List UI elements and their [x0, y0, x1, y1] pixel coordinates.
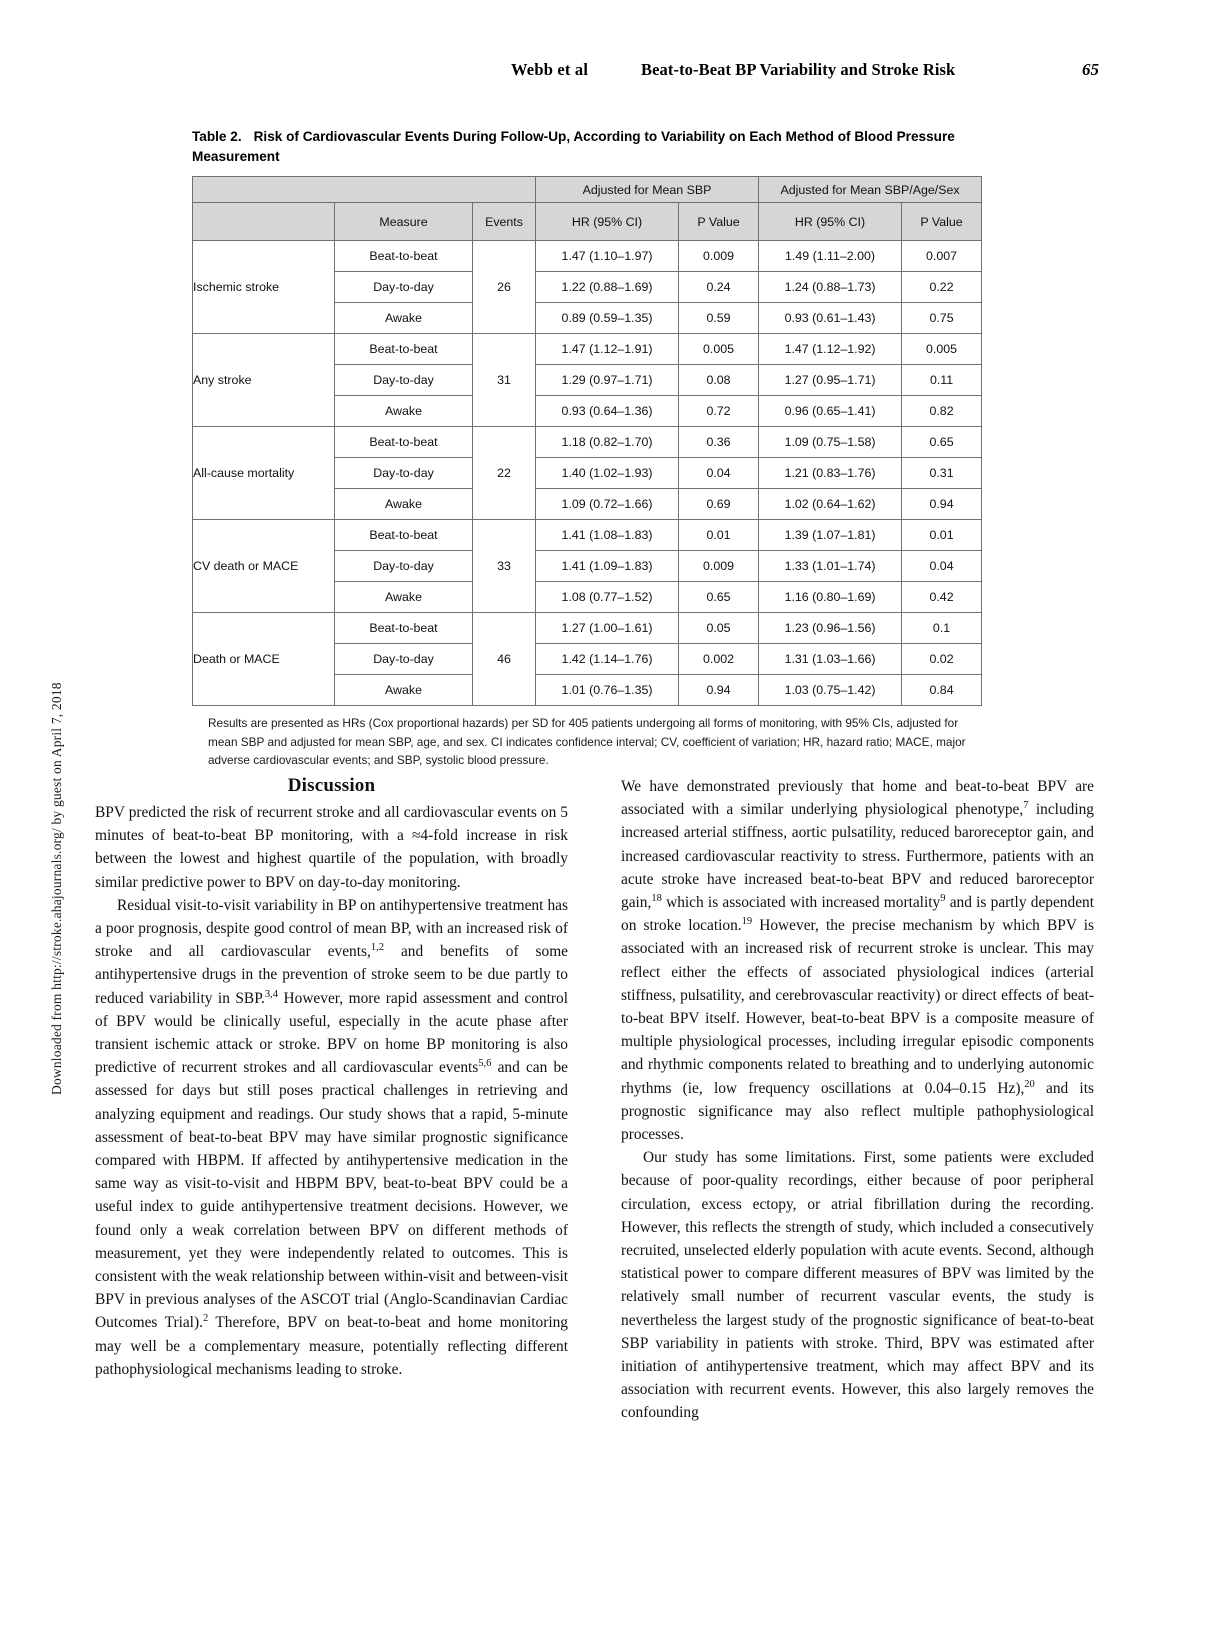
- left-column-paragraphs: [95, 801, 568, 1381]
- right-column-paragraphs: [621, 775, 1094, 1425]
- table-body: [193, 241, 982, 706]
- cell-events: 31: [473, 334, 536, 427]
- cell-hr-adjusted-sbp-age-sex: 1.16 (0.80–1.69): [759, 582, 902, 613]
- column-header-measure: Measure: [335, 203, 473, 241]
- cell-measure: Day-to-day: [335, 272, 473, 303]
- column-left: [95, 775, 568, 1381]
- cell-events: 26: [473, 241, 536, 334]
- table-row: [193, 241, 982, 272]
- cell-hr-adjusted-sbp-age-sex: 1.03 (0.75–1.42): [759, 675, 902, 706]
- table-footnote: Results are presented as HRs (Cox proportional hazards) per SD for 405 patients undergoing all forms of monitoring, with 95% CIs, adjusted for mean SBP and adjusted for mean SBP, age, and sex. CI indicates confidence interval; CV, coefficient of variation; HR, hazard ratio; MACE, major adverse cardiovascular events; and SBP, systolic blood pressure.: [208, 716, 966, 767]
- cell-measure: Awake: [335, 303, 473, 334]
- spanner-blank: [193, 177, 536, 203]
- section-heading-discussion: Discussion: [287, 775, 376, 796]
- table-row: [193, 427, 982, 458]
- cell-hr-adjusted-sbp: 1.41 (1.09–1.83): [536, 551, 679, 582]
- spanner-adjusted-mean-sbp-age-sex: Adjusted for Mean SBP/Age/Sex: [759, 177, 982, 203]
- cell-measure: Awake: [335, 489, 473, 520]
- column-header-p-1: P Value: [679, 203, 759, 241]
- running-head: [0, 60, 1219, 86]
- column-header-events: Events: [473, 203, 536, 241]
- cell-p-adjusted-sbp-age-sex: 0.1: [902, 613, 982, 644]
- cell-events: 33: [473, 520, 536, 613]
- cell-p-adjusted-sbp-age-sex: 0.02: [902, 644, 982, 675]
- table-header-spanner-row: [193, 177, 982, 203]
- row-outcome-label: Any stroke: [193, 334, 335, 427]
- cell-measure: Beat-to-beat: [335, 613, 473, 644]
- body-paragraph: We have demonstrated previously that home and beat-to-beat BPV are associated with a similar underlying physiological phenotype,$^7$ including increased arterial stiffness, aortic pulsatility, reduced baroreceptor gain, and increased cardiovascular reactivity to stress. Furthermore, patients with an acute stroke have increased beat-to-beat BPV and reduced baroreceptor gain,$^{18}$ which is associated with increased mortality$^9$ and is partly dependent on stroke location.$^{19}$ However, the precise mechanism by which BPV is associated with an increased risk of recurrent stroke is unclear. This may reflect either the effects of associated physiological indices (arterial stiffness, pulsatility, and cerebrovascular reactivity) or direct effects of beat-to-beat BPV itself. However, beat-to-beat BPV is a composite measure of multiple physiological processes, including irregular episodic components and rhythmic components related to breathing and to underlying autonomic rhythms (ie, low frequency oscillations at 0.04–0.15 Hz),$^{20}$ and its prognostic significance may also reflect multiple pathophysiological processes.: [621, 778, 1095, 1144]
- article-body: [95, 775, 1095, 1515]
- cell-p-adjusted-sbp-age-sex: 0.005: [902, 334, 982, 365]
- cell-p-adjusted-sbp-age-sex: 0.22: [902, 272, 982, 303]
- cell-p-adjusted-sbp: 0.69: [679, 489, 759, 520]
- cell-hr-adjusted-sbp: 0.89 (0.59–1.35): [536, 303, 679, 334]
- cell-events: 46: [473, 613, 536, 706]
- cell-hr-adjusted-sbp: 1.42 (1.14–1.76): [536, 644, 679, 675]
- cell-p-adjusted-sbp-age-sex: 0.82: [902, 396, 982, 427]
- body-paragraph: Our study has some limitations. First, some patients were excluded because of poor-quality recordings, either because of poor peripheral circulation, excess ectopy, or atrial fibrillation during the recording. However, this reflects the strength of study, which included a consecutively recruited, unselected elderly population with acute events. Second, although statistical power to compare different measures of BPV was limited by the relatively small number of recurrent vascular events, the study is nevertheless the largest study of the prognostic significance of beat-to-beat SBP variability in patients with stroke. Third, BPV was estimated after initiation of antihypertensive treatment, which may affect BPV and its association with recurrent events. However, this also largely removes the confounding: [621, 1149, 1094, 1422]
- cell-hr-adjusted-sbp-age-sex: 1.39 (1.07–1.81): [759, 520, 902, 551]
- cell-hr-adjusted-sbp-age-sex: 1.49 (1.11–2.00): [759, 241, 902, 272]
- table-row: [193, 334, 982, 365]
- cell-p-adjusted-sbp: 0.009: [679, 241, 759, 272]
- cell-hr-adjusted-sbp-age-sex: 1.23 (0.96–1.56): [759, 613, 902, 644]
- cell-measure: Day-to-day: [335, 365, 473, 396]
- cell-hr-adjusted-sbp: 1.08 (0.77–1.52): [536, 582, 679, 613]
- cell-hr-adjusted-sbp: 1.47 (1.10–1.97): [536, 241, 679, 272]
- cell-measure: Day-to-day: [335, 644, 473, 675]
- cell-hr-adjusted-sbp: 1.18 (0.82–1.70): [536, 427, 679, 458]
- cell-p-adjusted-sbp: 0.65: [679, 582, 759, 613]
- body-paragraph: BPV predicted the risk of recurrent stroke and all cardiovascular events on 5 minutes of beat-to-beat BP monitoring, with a ≈4-fold increase in risk between the lowest and highest quartile of the population, with broadly similar predictive power to BPV on day-to-day monitoring.: [95, 804, 568, 891]
- column-header-group: [193, 203, 335, 241]
- table-caption: [192, 127, 981, 167]
- cell-hr-adjusted-sbp: 1.09 (0.72–1.66): [536, 489, 679, 520]
- cell-p-adjusted-sbp: 0.24: [679, 272, 759, 303]
- cell-hr-adjusted-sbp-age-sex: 1.02 (0.64–1.62): [759, 489, 902, 520]
- cell-measure: Day-to-day: [335, 551, 473, 582]
- download-source-notice: Downloaded from http://stroke.ahajournals.org/ by guest on April 7, 2018: [49, 682, 64, 1095]
- cell-measure: Beat-to-beat: [335, 334, 473, 365]
- cell-p-adjusted-sbp-age-sex: 0.31: [902, 458, 982, 489]
- cell-hr-adjusted-sbp-age-sex: 0.96 (0.65–1.41): [759, 396, 902, 427]
- cell-p-adjusted-sbp: 0.04: [679, 458, 759, 489]
- cell-measure: Awake: [335, 675, 473, 706]
- cell-p-adjusted-sbp: 0.94: [679, 675, 759, 706]
- column-right: [621, 775, 1094, 1425]
- table-row: [193, 613, 982, 644]
- cell-measure: Awake: [335, 582, 473, 613]
- cell-hr-adjusted-sbp-age-sex: 1.31 (1.03–1.66): [759, 644, 902, 675]
- cell-hr-adjusted-sbp: 1.01 (0.76–1.35): [536, 675, 679, 706]
- table-row: [193, 520, 982, 551]
- cell-p-adjusted-sbp-age-sex: 0.65: [902, 427, 982, 458]
- cell-p-adjusted-sbp-age-sex: 0.75: [902, 303, 982, 334]
- cell-p-adjusted-sbp: 0.005: [679, 334, 759, 365]
- cell-hr-adjusted-sbp: 0.93 (0.64–1.36): [536, 396, 679, 427]
- cell-p-adjusted-sbp-age-sex: 0.42: [902, 582, 982, 613]
- cell-p-adjusted-sbp-age-sex: 0.007: [902, 241, 982, 272]
- cell-hr-adjusted-sbp-age-sex: 1.33 (1.01–1.74): [759, 551, 902, 582]
- cell-p-adjusted-sbp-age-sex: 0.01: [902, 520, 982, 551]
- cell-hr-adjusted-sbp-age-sex: 1.27 (0.95–1.71): [759, 365, 902, 396]
- cell-measure: Beat-to-beat: [335, 520, 473, 551]
- cell-hr-adjusted-sbp: 1.47 (1.12–1.91): [536, 334, 679, 365]
- cell-p-adjusted-sbp: 0.01: [679, 520, 759, 551]
- running-head-authors: Webb et al: [511, 60, 589, 79]
- cell-p-adjusted-sbp: 0.002: [679, 644, 759, 675]
- cell-p-adjusted-sbp: 0.36: [679, 427, 759, 458]
- cell-hr-adjusted-sbp-age-sex: 1.47 (1.12–1.92): [759, 334, 902, 365]
- cell-p-adjusted-sbp-age-sex: 0.94: [902, 489, 982, 520]
- cell-p-adjusted-sbp: 0.59: [679, 303, 759, 334]
- cell-hr-adjusted-sbp: 1.29 (0.97–1.71): [536, 365, 679, 396]
- running-head-title: Beat-to-Beat BP Variability and Stroke Risk: [641, 60, 956, 79]
- table-caption-text: Risk of Cardiovascular Events During Follow-Up, According to Variability on Each Method of Blood Pressure Measurement: [192, 129, 955, 164]
- body-paragraph: Residual visit-to-visit variability in BP on antihypertensive treatment has a poor prognosis, despite good control of mean BP, with an increased risk of stroke and all cardiovascular events,$^{1,2}$ and benefits of some antihypertensive drugs in the prevention of stroke seem to be due partly to reduced variability in SBP.$^{3,4}$ However, more rapid assessment and control of BPV would be clinically useful, especially in the acute phase after transient ischemic attack or stroke. BPV on home BP monitoring is also predictive of recurrent strokes and all cardiovascular events$^{5,6}$ and can be assessed for days but still poses practical challenges in retrieving and analyzing equipment and readings. Our study shows that a rapid, 5-minute assessment of beat-to-beat BPV may have similar prognostic significance compared with HBPM. If affected by antihypertensive medication in the same way as visit-to-visit and HBPM BPV, beat-to-beat BPV could be a useful index to guide antihypertensive treatment decisions. However, we found only a weak correlation between BPV on different methods of measurement, yet they were independently related to outcomes. This is consistent with the weak relationship between within-visit and between-visit BPV in previous analyses of the ASCOT trial (Anglo-Scandinavian Cardiac Outcomes Trial).$^2$ Therefore, BPV on beat-to-beat and home monitoring may well be a complementary measure, potentially reflecting different pathophysiological mechanisms leading to stroke.: [95, 896, 569, 1378]
- cell-measure: Beat-to-beat: [335, 241, 473, 272]
- page-number: 65: [1082, 60, 1099, 79]
- row-outcome-label: All-cause mortality: [193, 427, 335, 520]
- table-header-row: [193, 203, 982, 241]
- cell-p-adjusted-sbp: 0.009: [679, 551, 759, 582]
- cell-p-adjusted-sbp-age-sex: 0.11: [902, 365, 982, 396]
- cell-p-adjusted-sbp: 0.05: [679, 613, 759, 644]
- cell-hr-adjusted-sbp-age-sex: 1.21 (0.83–1.76): [759, 458, 902, 489]
- cell-p-adjusted-sbp-age-sex: 0.04: [902, 551, 982, 582]
- column-header-hr-1: HR (95% CI): [536, 203, 679, 241]
- cell-measure: Beat-to-beat: [335, 427, 473, 458]
- row-outcome-label: Death or MACE: [193, 613, 335, 706]
- row-outcome-label: CV death or MACE: [193, 520, 335, 613]
- cell-p-adjusted-sbp-age-sex: 0.84: [902, 675, 982, 706]
- cell-measure: Day-to-day: [335, 458, 473, 489]
- cell-hr-adjusted-sbp: 1.41 (1.08–1.83): [536, 520, 679, 551]
- column-header-p-2: P Value: [902, 203, 982, 241]
- results-table: [192, 176, 982, 706]
- row-outcome-label: Ischemic stroke: [193, 241, 335, 334]
- spanner-adjusted-mean-sbp: Adjusted for Mean SBP: [536, 177, 759, 203]
- cell-hr-adjusted-sbp: 1.27 (1.00–1.61): [536, 613, 679, 644]
- cell-events: 22: [473, 427, 536, 520]
- cell-p-adjusted-sbp: 0.08: [679, 365, 759, 396]
- cell-hr-adjusted-sbp-age-sex: 0.93 (0.61–1.43): [759, 303, 902, 334]
- table-label: Table 2.: [192, 129, 242, 144]
- cell-hr-adjusted-sbp: 1.40 (1.02–1.93): [536, 458, 679, 489]
- cell-hr-adjusted-sbp: 1.22 (0.88–1.69): [536, 272, 679, 303]
- cell-hr-adjusted-sbp-age-sex: 1.09 (0.75–1.58): [759, 427, 902, 458]
- cell-p-adjusted-sbp: 0.72: [679, 396, 759, 427]
- table-2-block: [192, 127, 981, 770]
- cell-measure: Awake: [335, 396, 473, 427]
- column-header-hr-2: HR (95% CI): [759, 203, 902, 241]
- cell-hr-adjusted-sbp-age-sex: 1.24 (0.88–1.73): [759, 272, 902, 303]
